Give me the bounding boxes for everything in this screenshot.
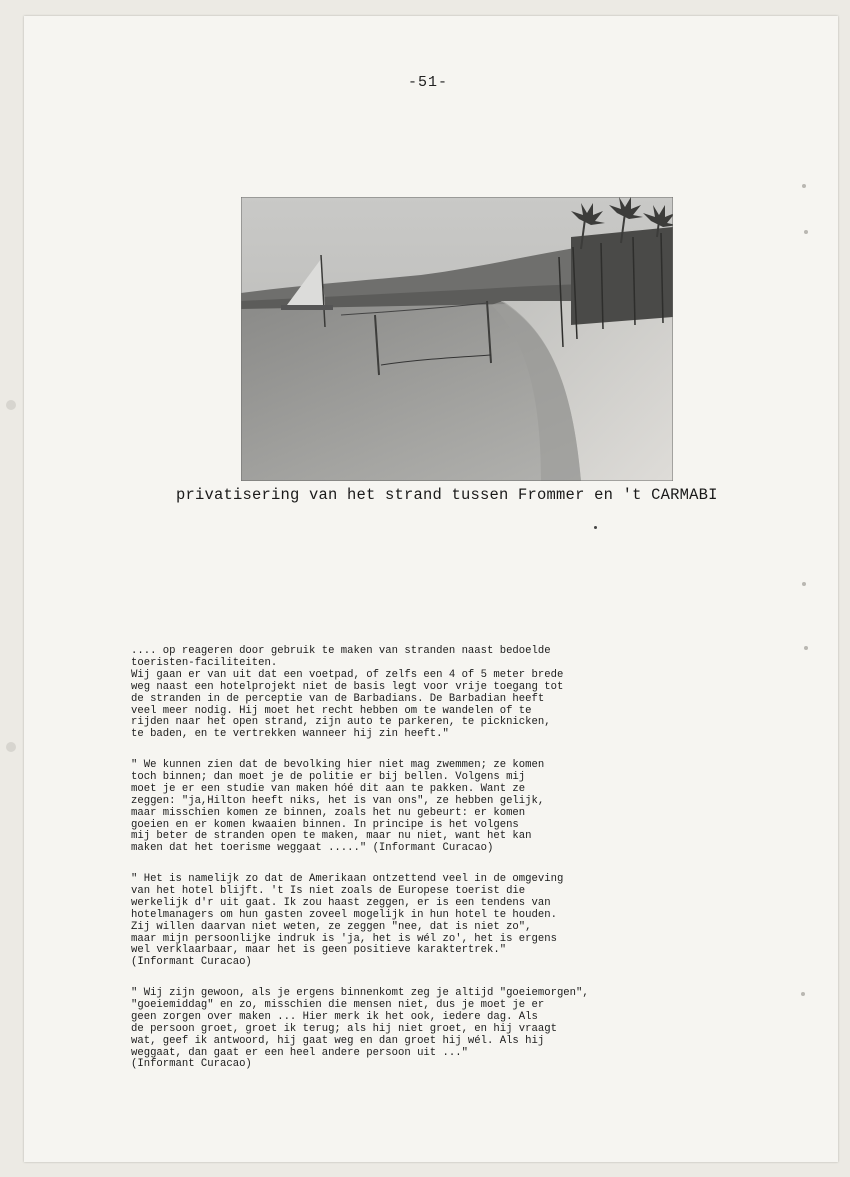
paragraph-3 <box>131 874 711 969</box>
text-line: (Informant Curacao) <box>131 956 252 969</box>
paragraph-1 <box>131 646 711 741</box>
text-line: veel meer nodig. Hij moet het recht hebben om te wandelen of te <box>131 704 532 717</box>
beach-photo <box>241 197 673 481</box>
text-line: toeristen-faciliteiten. <box>131 656 278 669</box>
text-line: geen zorgen over maken ... Hier merk ik het ook, iedere dag. Als <box>131 1010 538 1023</box>
text-line: maar mijn persoonlijke indruk is 'ja, het is wél zo', het is ergens <box>131 932 557 945</box>
text-line: " Wij zijn gewoon, als je ergens binnenkomt zeg je altijd "goeiemorgen", <box>131 987 589 999</box>
text-line: .... op reageren door gebruik te maken van stranden naast bedoelde <box>131 645 551 657</box>
text-line: " We kunnen zien dat de bevolking hier niet mag zwemmen; ze komen <box>131 759 545 771</box>
text-line: wat, geef ik antwoord, hij gaat weg en dan groet hij wél. Als hij <box>131 1034 545 1047</box>
text-line: Wij gaan er van uit dat een voetpad, of zelfs een 4 of 5 meter brede <box>131 668 564 681</box>
paragraph-4 <box>131 988 711 1071</box>
margin-mark <box>802 582 806 586</box>
punch-hole <box>6 742 16 752</box>
text-line: wel verklaarbaar, maar het is geen positieve karaktertrek." <box>131 944 507 957</box>
text-line: weg naast een hotelprojekt niet de basis legt voor vrije toegang tot <box>131 680 564 693</box>
document-page <box>24 16 838 1162</box>
text-line: van het hotel blijft. 't Is niet zoals de Europese toerist die <box>131 884 526 897</box>
text-line: " Het is namelijk zo dat de Amerikaan ontzettend veel in de omgeving <box>131 873 564 885</box>
punch-hole <box>6 400 16 410</box>
page-number: -51- <box>408 74 449 91</box>
text-line: maken dat het toerisme weggaat ....." (Informant Curacao) <box>131 842 494 855</box>
text-line: Zij willen daarvan niet weten, ze zeggen "nee, dat is niet zo", <box>131 920 532 933</box>
text-line: mij beter de stranden open te maken, maar nu niet, want het kan <box>131 830 532 843</box>
margin-mark <box>804 646 808 650</box>
text-line: moet je er een studie van maken hóé dit aan te pakken. Want ze <box>131 782 526 795</box>
text-line: hotelmanagers om hun gasten zoveel mogelijk in hun hotel te houden. <box>131 908 557 921</box>
caption-dot <box>594 526 597 529</box>
text-line: weggaat, dan gaat er een heel andere persoon uit ..." <box>131 1046 468 1059</box>
text-line: zeggen: "ja,Hilton heeft niks, het is van ons", ze hebben gelijk, <box>131 794 545 807</box>
text-line: (Informant Curacao) <box>131 1058 252 1071</box>
text-line: werkelijk d'r uit gaat. Ik zou haast zeggen, er is een tendens van <box>131 896 551 909</box>
text-line: maar misschien komen ze binnen, zoals het nu gebeurt: er komen <box>131 806 526 819</box>
margin-mark <box>801 992 805 996</box>
text-line: goeien en er komen kwaaien binnen. In principe is het volgens <box>131 818 519 831</box>
text-line: rijden naar het open strand, zijn auto te parkeren, te picknicken, <box>131 716 551 729</box>
text-line: te baden, en te vertrekken wanneer hij zin heeft." <box>131 728 449 741</box>
photo-caption: privatisering van het strand tussen Frommer en 't CARMABI <box>176 486 718 504</box>
text-line: toch binnen; dan moet je de politie er bij bellen. Volgens mij <box>131 770 526 783</box>
margin-mark <box>804 230 808 234</box>
paragraph-2 <box>131 760 711 855</box>
text-line: de stranden in de perceptie van de Barbadians. De Barbadian heeft <box>131 692 545 705</box>
text-line: de persoon groet, groet ik terug; als hij niet groet, en hij vraagt <box>131 1022 557 1035</box>
text-line: "goeiemiddag" en zo, misschien die mensen niet, dus je moet je er <box>131 998 545 1011</box>
margin-mark <box>802 184 806 188</box>
